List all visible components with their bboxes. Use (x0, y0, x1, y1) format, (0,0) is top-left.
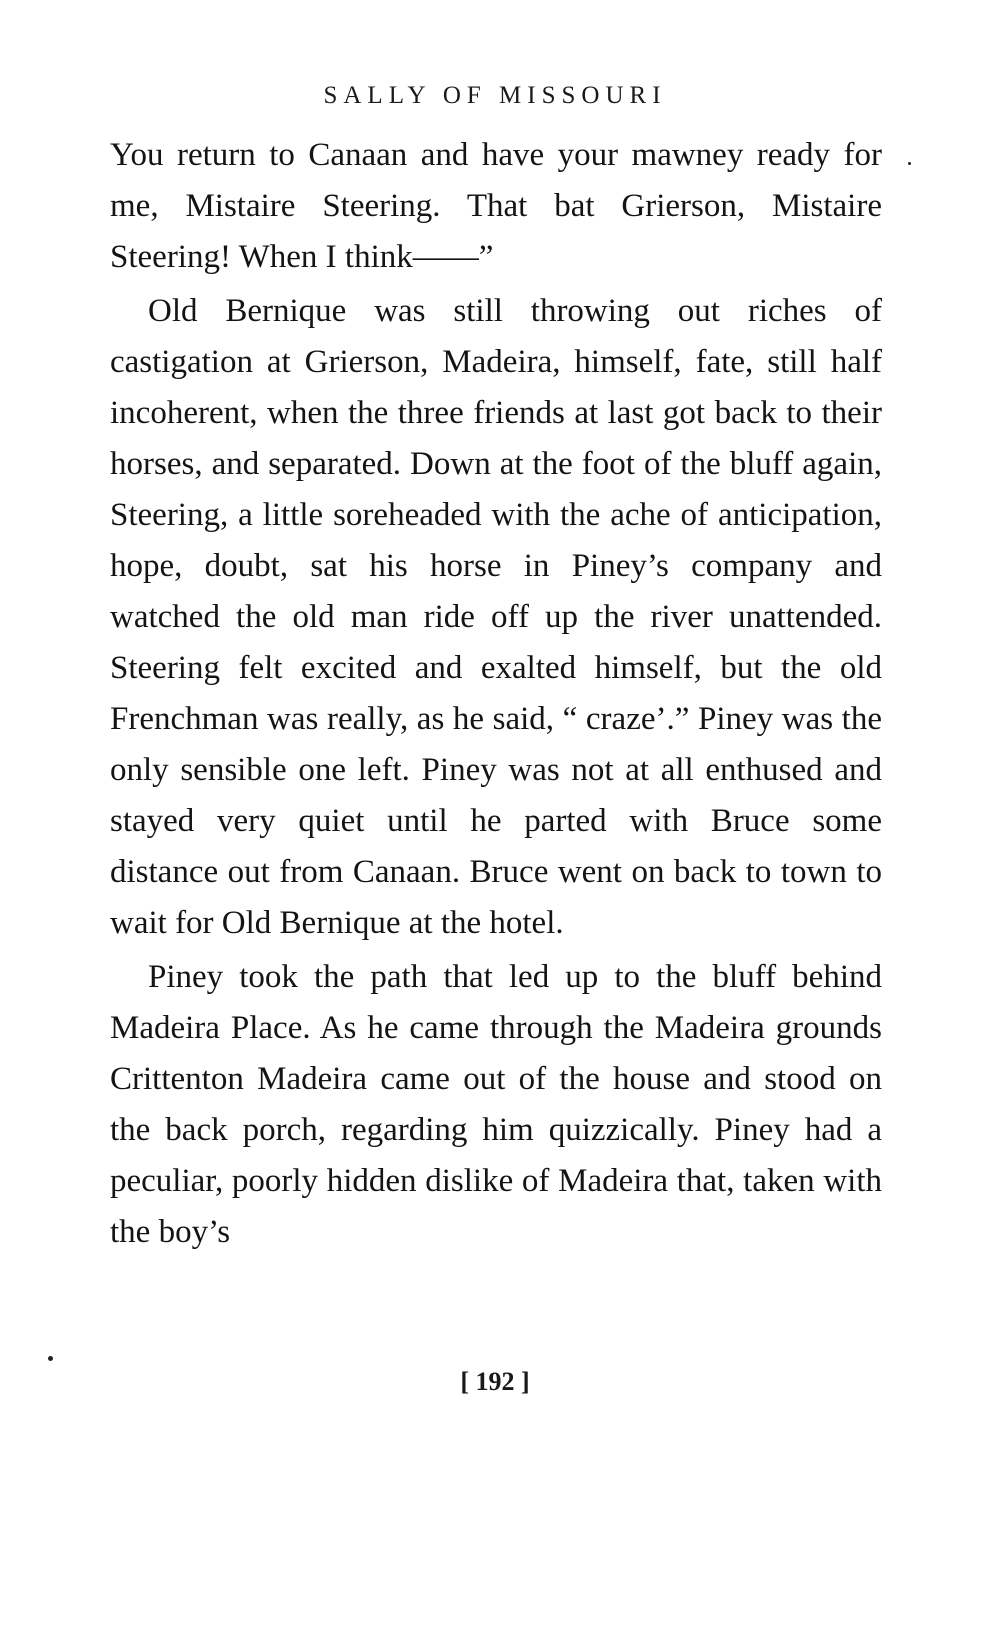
paragraph-continued: You return to Canaan and have your mawney ready for me, Mistaire Steering. That bat Grierson, Mistaire Steering! When I think——” (110, 137, 882, 275)
paper-speck (908, 162, 911, 165)
paragraph-piney: Piney took the path that led up to the bluff behind Madeira Place. As he came through the Madeira grounds Crittenton Madeira came out of the house and stood on the back porch, regarding him quizzically. Piney had a peculiar, poorly hidden dislike of Madeira that, taken with the boy’s (110, 959, 882, 1250)
body-text (110, 130, 882, 1258)
paragraph-bernique: Old Bernique was still throwing out riches of castigation at Grierson, Madeira, himself, fate, still half incoherent, when the three friends at last got back to their horses, and separated. Down at the foot of the bluff again, Steering, a little soreheaded with the ache of anticipation, hope, doubt, sat his horse in Piney’s company and watched the old man ride off up the river unattended. Steering felt excited and exalted himself, but the old Frenchman was really, as he said, “ craze’.” Piney was the only sensible one left. Piney was not at all enthused and stayed very quiet until he parted with Bruce some distance out from Canaan. Bruce went on back to town to wait for Old Bernique at the hotel. (110, 293, 882, 941)
paper-speck (48, 1356, 53, 1361)
running-head: SALLY OF MISSOURI (323, 82, 667, 109)
page-number: [ 192 ] (460, 1367, 530, 1396)
